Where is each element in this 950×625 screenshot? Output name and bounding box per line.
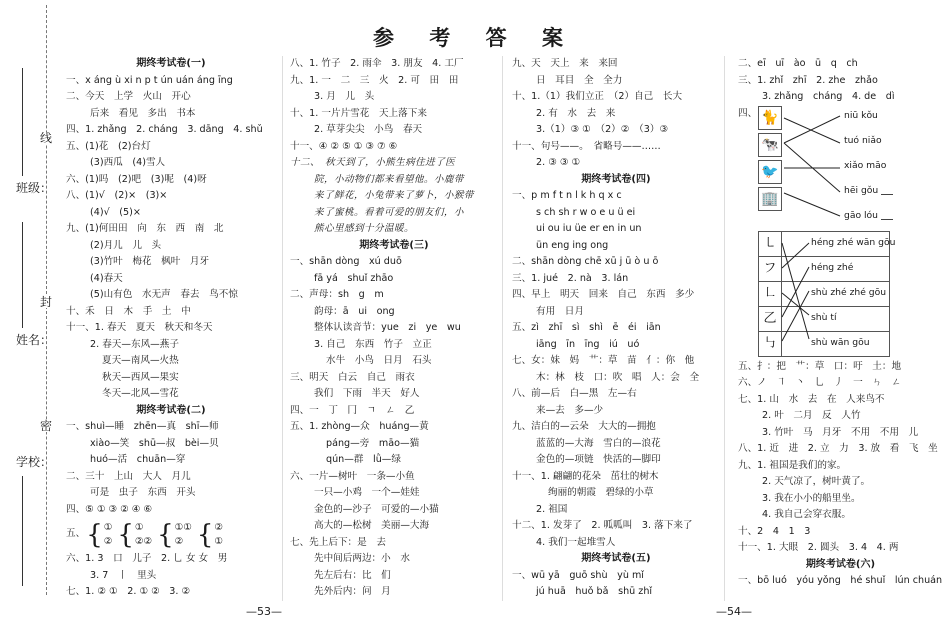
answer-line: 七、先上后下：是 去: [290, 536, 386, 548]
answer-line: (3)西瓜 (4)雪人: [90, 157, 166, 168]
answer-line: 五、zì zhī sì shì ē éi iān: [512, 322, 661, 333]
binding-margin: [0, 0, 58, 625]
answer-line: fā yá shuǐ zhāo: [314, 272, 394, 284]
answer-line: 日 耳目 全 全力: [536, 74, 623, 86]
answer-line: 3. zhǎng cháng 4. de dì: [762, 91, 895, 102]
stroke-row: 乙 shù tí: [759, 307, 889, 332]
brace-group: ① ②②: [134, 521, 153, 547]
answer-line: 2. 祖国: [536, 503, 568, 515]
answer-line: 先中间后两边：小 水: [314, 553, 410, 564]
answer-line: 3.（1）③ ① （2）② （3）③: [536, 124, 669, 135]
answer-line: 2. 有 水 去 来: [536, 107, 616, 119]
answer-line: 七、女：妹 妈 艹：草 苗 亻：你 他: [512, 355, 695, 366]
cow-icon: 🐄: [758, 133, 782, 157]
answer-line: 院，小动物们都来看望他。小鹿带: [314, 173, 464, 185]
answer-line: 金色的—沙子 可爱的—小猫: [314, 503, 439, 515]
answer-line: 三、明天 白云 自己 雨衣: [290, 371, 415, 383]
pinyin-item: xiǎo māo: [844, 159, 887, 171]
left-brace: {: [86, 519, 103, 550]
answer-line: 我们 下雨 半天 好人: [314, 388, 420, 399]
answer-column-3: [512, 56, 720, 601]
answer-line: 四、一 丁 冂 ㄱ ㄥ 乙: [290, 404, 415, 416]
answer-line: páng—旁 māo—猫: [326, 437, 420, 449]
column-divider: [724, 56, 725, 601]
answer-line: (5)山有色 水无声 春去 鸟不惊: [90, 289, 238, 300]
brace-answer-row: [66, 518, 276, 551]
school-blank: [22, 476, 23, 586]
section-heading: 期终考试卷(六): [805, 558, 876, 570]
answer-line: 熊心里感到十分温暖。: [314, 223, 414, 234]
answer-line: (2)月儿 儿 头: [90, 239, 162, 251]
answer-line: 八、(1)√ (2)× (3)×: [66, 190, 168, 201]
answer-line: 十、2 4 1 3: [738, 525, 811, 537]
answer-line: 九、1. 祖国是我们的家。: [738, 459, 847, 471]
answer-line: 二、三十 上山 大人 月儿: [66, 470, 191, 482]
class-blank: [22, 68, 23, 176]
answer-line: 十、1.（1）我们立正 （2）自己 长大: [512, 91, 683, 102]
answer-line: 十一、1. 翩翩的花朵 茁壮的树木: [512, 470, 659, 482]
answer-line: 一、shān dòng xú duō: [290, 256, 402, 267]
answer-line: 二、shān dòng chē xū j ū ò u ō: [512, 256, 659, 267]
name-label: 姓名：: [16, 333, 53, 347]
pinyin-item: gāo lóu: [844, 206, 893, 231]
answer-line: 高大的—松树 美丽—大海: [314, 520, 430, 531]
answer-number: 五、: [66, 528, 86, 540]
page-number-right: —54—: [716, 605, 752, 618]
answer-line: 2. 草芽尖尖 小鸟 春天: [314, 124, 423, 135]
answer-line: 四、1. zhǎng 2. cháng 3. dāng 4. shǔ: [66, 124, 263, 135]
answer-line: 来—去 多—少: [536, 404, 604, 416]
seal-mark: 封: [40, 295, 53, 309]
answer-line: 十、1. 一片片雪花 天上落下来: [290, 107, 427, 119]
answer-line: 四、⑤ ① ③ ② ④ ⑥: [66, 503, 153, 515]
answer-number: 四、: [738, 107, 758, 119]
answer-line: 五、(1)花 (2)台灯: [66, 140, 151, 152]
answer-column-4: [738, 56, 943, 590]
answer-line: 十二、1. 发芽了 2. 呱呱叫 3. 落下来了: [512, 520, 693, 531]
class-label: 班级：: [16, 181, 53, 195]
brace-group: ①① ②: [174, 521, 192, 547]
answer-line: 来了鲜花，小兔带来了萝卜，小猴带: [314, 190, 474, 201]
answer-line: 七、1. ② ① 2. ① ② 3. ②: [66, 586, 191, 597]
answer-line: 十、禾 日 木 手 土 中: [66, 305, 191, 317]
answer-line: 三、1. zhǐ zhī 2. zhe zhǎo: [738, 74, 878, 86]
answer-line: 夏天—南风—火热: [102, 355, 179, 366]
page-number-left: —53—: [246, 605, 282, 618]
stroke-name-match: [738, 231, 943, 359]
answer-line: xiào—笑 shū—叔 bèi—贝: [90, 437, 219, 449]
answer-line: (4)春天: [90, 272, 123, 284]
pinyin-item: hēi gǒu: [844, 181, 893, 206]
answer-line: 4. 我自己会穿衣服。: [762, 509, 851, 520]
answer-line: 八、1. 竹子 2. 雨伞 3. 朋友 4. 工厂: [290, 58, 464, 69]
answer-line: 先外后内：问 月: [314, 586, 391, 597]
answer-line: 四、早上 明天 回来 自己 东西 多少: [512, 289, 695, 300]
answer-line: 九、洁白的—云朵 大大的—拥抱: [512, 421, 656, 432]
name-blank: [22, 222, 23, 328]
answer-line: 二、声母：sh g m: [290, 289, 384, 300]
answer-line: 五、扌：把 艹：草 口：吁 土：地: [738, 360, 902, 372]
answer-line: 三、1. jué 2. nà 3. lán: [512, 272, 629, 284]
answer-line: huó—活 chuān—穿: [90, 454, 186, 465]
cat-icon: 🐈: [758, 106, 782, 130]
answer-line: 3. 我在小小的船里坐。: [762, 492, 861, 504]
page-title: 参 考 答 案: [373, 25, 577, 50]
answer-column-2: [290, 56, 498, 601]
school-label: 学校：: [16, 455, 53, 469]
answer-line: 八、前—后 白—黑 左—右: [512, 388, 637, 399]
answer-line: 蓝蓝的—大海 雪白的—浪花: [536, 437, 661, 449]
answer-line: 来了蜜桃。看着可爱的朋友们，小: [314, 206, 464, 218]
pinyin-item: tuó niǎo: [844, 134, 882, 146]
column-divider: [502, 56, 503, 601]
column-divider: [282, 56, 283, 601]
answer-line: 七、1. 山 水 去 在 人来鸟不: [738, 393, 885, 405]
answer-line: 八、1. 近 进 2. 立 力 3. 放 看 飞 坐: [738, 443, 938, 454]
answer-line: 3. 月 儿 头: [314, 91, 375, 102]
answer-line: 九、1. 一 二 三 火 2. 可 田 田: [290, 74, 459, 86]
answer-line: 九、天 天上 来 来回: [512, 58, 618, 69]
left-brace: {: [117, 519, 134, 550]
section-heading: 期终考试卷(四): [581, 173, 651, 185]
answer-line: 十一、1. 大眼 2. 圆头 3. 4 4. 两: [738, 542, 899, 553]
stroke-row: ㇄ héng zhé wān gōu: [759, 232, 889, 257]
answer-line: 六、ノ ㇕ 丶 乚 丿 一 ㄣ ㄥ: [738, 377, 902, 388]
answer-line: 2. 叶 二月 反 人竹: [762, 410, 861, 421]
answer-line: 十二、 秋天到了，小熊生病住进了医: [290, 157, 456, 168]
answer-line: 整体认读音节：yue zi ye wu: [314, 322, 461, 333]
answer-line: (4)√ (5)×: [90, 206, 141, 218]
answer-line: 一、x áng ù xi n p t ún uán áng īng: [66, 74, 233, 86]
secret-mark: 密: [40, 419, 53, 433]
answer-line: 十一、④ ② ⑤ ① ③ ⑦ ⑥: [290, 140, 398, 152]
answer-line: 木：林 枝 口：吹 唱 人：会 全: [536, 371, 700, 383]
pinyin-column: [844, 106, 893, 231]
answer-line: 金色的—项链 快活的—脚印: [536, 454, 661, 465]
answer-line: 先左后右：比 们: [314, 569, 391, 581]
picture-column: [758, 106, 784, 214]
answer-line: 六、1. 3 口 儿子 2. 乚 女 女 男: [66, 553, 228, 564]
brace-group: ① ②: [103, 521, 113, 547]
answer-line: 3. 自己 东西 竹子 立正: [314, 338, 432, 350]
answer-line: 九、(1)何田田 向 东 西 南 北: [66, 223, 224, 234]
stroke-row: ㇗ shù zhé zhé gōu: [759, 282, 889, 307]
picture-pinyin-match: [738, 106, 943, 231]
answer-line: 3. 竹叶 马 月牙 不用 不用 儿: [762, 426, 919, 438]
match-lines: [782, 106, 842, 231]
answer-line: (3)竹叶 梅花 枫叶 月牙: [90, 256, 210, 267]
answer-line: 二、eī uī ào ū q ch: [738, 58, 858, 69]
building-icon: 🏢: [758, 187, 782, 211]
answer-line: 可是 虫子 东西 开头: [90, 487, 196, 498]
cut-line-mark: 线: [40, 131, 53, 145]
answer-line: s ch sh r w o e u ü ei: [536, 206, 636, 218]
answer-line: 一只—小鸡 一个—娃娃: [314, 487, 420, 498]
answer-line: 2. 春天—东风—燕子: [90, 338, 179, 350]
left-brace: {: [157, 519, 174, 550]
section-heading: 期终考试卷(三): [359, 239, 429, 251]
answer-line: 十一、句号——。 省略号——……: [512, 140, 661, 152]
left-brace: {: [196, 519, 214, 550]
answer-line: 绚丽的朝霞 碧绿的小草: [548, 487, 654, 498]
answer-line: 一、bō luó yóu yǒng hé shuǐ lún chuán: [738, 575, 943, 586]
section-heading: 期终考试卷(一): [136, 58, 206, 69]
answer-line: 韵母：ā ui ong: [314, 305, 395, 317]
stroke-row: フ héng zhé: [759, 257, 889, 282]
answer-line: 六、一片—树叶 一条—小鱼: [290, 470, 415, 482]
answer-line: 冬天—北风—雪花: [102, 388, 179, 399]
answer-line: jú huā huǒ bǎ shū zhǐ: [536, 586, 653, 597]
answer-line: 一、p m f t n l k h q x c: [512, 190, 622, 201]
section-heading: 期终考试卷(二): [136, 404, 206, 416]
answer-line: 五、1. zhòng—众 huáng—黄: [290, 421, 429, 432]
answer-line: 水牛 小鸟 日月 石头: [326, 355, 432, 366]
answer-line: 2. ③ ③ ①: [536, 157, 581, 168]
pinyin-item: niū kǒu: [844, 109, 878, 121]
answer-line: ui ou iu üe er en in un: [536, 223, 642, 234]
stroke-table: [758, 231, 896, 357]
answer-line: 一、wū yā guō shù yù mǐ: [512, 569, 644, 581]
answer-line: 后来 看见 多出 书本: [90, 107, 196, 119]
answer-line: iāng īn īng iú uó: [536, 338, 640, 350]
bird-icon: 🐦: [758, 160, 782, 184]
answer-line: 2. 天气凉了，树叶黄了。: [762, 476, 871, 487]
section-heading: 期终考试卷(五): [581, 553, 651, 564]
answer-line: ün eng ing ong: [536, 239, 609, 251]
answer-line: 4. 我们一起堆雪人: [536, 536, 616, 548]
answer-line: 二、今天 上学 火山 开心: [66, 91, 191, 102]
answer-line: 秋天—西风—果实: [102, 371, 179, 383]
answer-line: 一、shuì—睡 zhēn—真 shī—师: [66, 421, 219, 432]
answer-line: qún—群 lǜ—绿: [326, 454, 401, 465]
stroke-row: ㇉ shù wān gōu: [759, 332, 889, 356]
answer-column-1: [66, 56, 276, 601]
answer-line: 六、(1)吗 (2)吧 (3)呢 (4)呀: [66, 173, 207, 185]
answer-line: 3. 7 丨 里头: [90, 569, 157, 581]
answer-line: 有用 日月: [536, 305, 584, 317]
answer-line: 十一、1. 春天 夏天 秋天和冬天: [66, 322, 213, 333]
brace-group: ② ①: [214, 521, 223, 547]
